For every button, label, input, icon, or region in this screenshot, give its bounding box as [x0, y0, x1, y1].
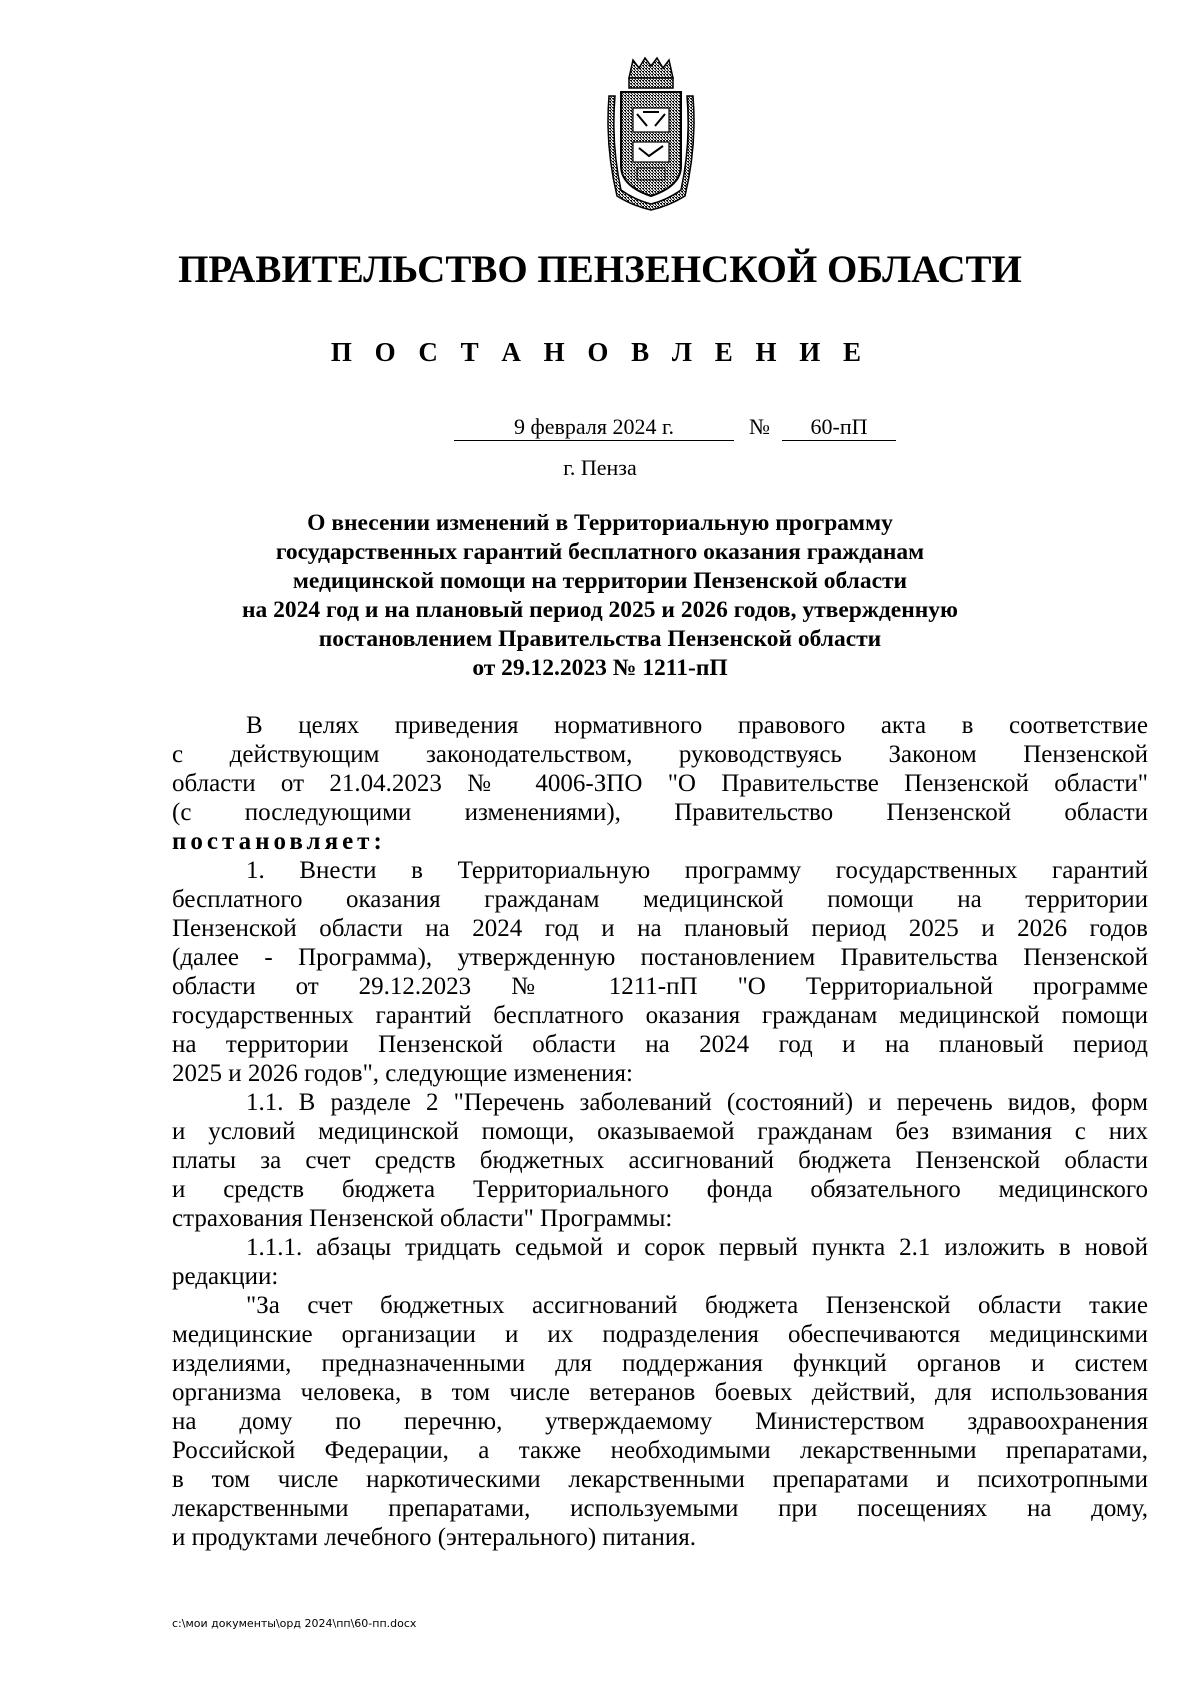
- coat-of-arms-icon: [603, 56, 699, 214]
- body-line: платы за счет средств бюджетных ассигнований бюджета Пензенской области: [172, 1147, 1148, 1174]
- government-title: ПРАВИТЕЛЬСТВО ПЕНЗЕНСКОЙ ОБЛАСТИ: [178, 248, 1022, 291]
- body-line: лекарственными препаратами, используемыми при посещениях на дому,: [172, 1495, 1148, 1522]
- file-path-footer: c:\мои документы\орд 2024\пп\60-пп.docx: [172, 1617, 417, 1630]
- subject-line: постановлением Правительства Пензенской области: [318, 626, 882, 652]
- body-line: с действующим законодательством, руководствуясь Законом Пензенской: [172, 741, 1148, 768]
- subject-line: государственных гарантий бесплатного оказания гражданам: [275, 539, 925, 565]
- document-city: г. Пенза: [563, 455, 637, 480]
- body-line: организма человека, в том числе ветеранов боевых действий, для использования: [172, 1379, 1148, 1406]
- subject-line: на 2024 год и на плановый период 2025 и 2026 годов, утвержденную: [241, 597, 959, 623]
- document-subject: [172, 509, 1028, 683]
- body-line: 2025 и 2026 годов", следующие изменения:: [172, 1060, 633, 1087]
- body-line: и средств бюджета Территориального фонда обязательного медицинского: [172, 1176, 1148, 1203]
- document-body: [172, 711, 1148, 1552]
- body-line: "За счет бюджетных ассигнований бюджета Пензенской области такие: [246, 1292, 1148, 1319]
- body-line: Российской Федерации, а также необходимыми лекарственными препаратами,: [172, 1437, 1148, 1464]
- subject-line: медицинской помощи на территории Пензенской области: [292, 568, 908, 594]
- body-line: страхования Пензенской области" Программы:: [172, 1205, 673, 1232]
- subject-line: О внесении изменений в Территориальную программу: [307, 510, 893, 536]
- number-sign: №: [749, 414, 770, 439]
- body-line: Пензенской области на 2024 год и на плановый период 2025 и 2026 годов: [172, 915, 1148, 942]
- body-line: редакции:: [172, 1263, 279, 1290]
- body-line: (с последующими изменениями), Правительство Пензенской области: [172, 799, 1148, 826]
- body-line: области от 29.12.2023 № 1211-пП "О Территориальной программе: [172, 973, 1148, 1000]
- body-line: в том числе наркотическими лекарственными препаратами и психотропными: [172, 1466, 1148, 1493]
- body-line: (далее - Программа), утвержденную постановлением Правительства Пензенской: [172, 944, 1148, 971]
- document-number: 60-пП: [782, 414, 896, 441]
- body-line: медицинские организации и их подразделения обеспечиваются медицинскими: [172, 1321, 1148, 1348]
- body-line: 1.1.1. абзацы тридцать седьмой и сорок первый пункта 2.1 изложить в новой: [246, 1234, 1148, 1261]
- decree-word: постановляет:: [172, 828, 386, 855]
- body-line: государственных гарантий бесплатного оказания гражданам медицинской помощи: [172, 1002, 1148, 1029]
- body-line: на территории Пензенской области на 2024 год и на плановый период: [172, 1031, 1148, 1058]
- body-line: В целях приведения нормативного правового акта в соответствие: [246, 712, 1148, 739]
- document-date: 9 февраля 2024 г.: [454, 414, 734, 441]
- document-type: П О С Т А Н О В Л Е Н И Е: [330, 337, 870, 367]
- body-line: 1. Внести в Территориальную программу государственных гарантий: [246, 857, 1148, 884]
- body-line: на дому по перечню, утверждаемому Министерством здравоохранения: [172, 1408, 1148, 1435]
- body-line: изделиями, предназначенными для поддержания функций органов и систем: [172, 1350, 1148, 1377]
- body-line: и условий медицинской помощи, оказываемой гражданам без взимания с них: [172, 1118, 1148, 1145]
- body-line: бесплатного оказания гражданам медицинской помощи на территории: [172, 886, 1148, 913]
- body-line: области от 21.04.2023 № 4006-ЗПО "О Правительстве Пензенской области": [172, 770, 1148, 797]
- body-line: 1.1. В разделе 2 "Перечень заболеваний (состояний) и перечень видов, форм: [246, 1089, 1148, 1116]
- subject-line: от 29.12.2023 № 1211-пП: [472, 655, 728, 681]
- body-line: и продуктами лечебного (энтерального) питания.: [172, 1524, 697, 1551]
